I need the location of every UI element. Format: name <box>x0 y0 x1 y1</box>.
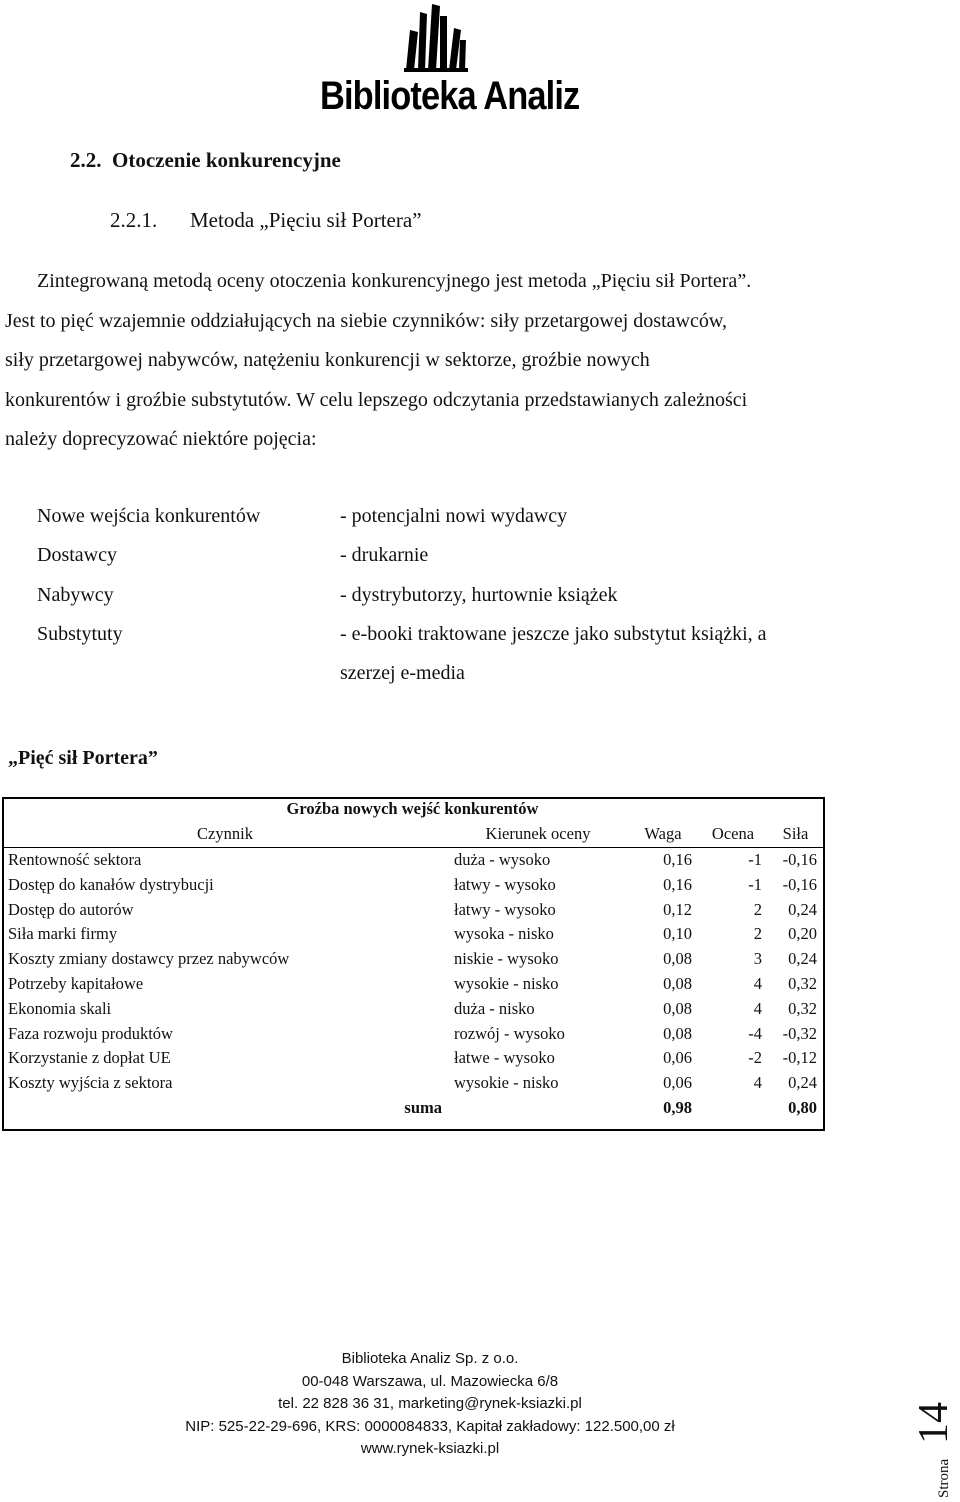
strength-cell: -0,16 <box>782 849 817 869</box>
direction-cell: łatwe - wysoko <box>454 1048 555 1068</box>
factor-cell: Rentowność sektora <box>8 849 142 869</box>
weight-cell: 0,10 <box>663 924 692 944</box>
rating-cell: -2 <box>748 1048 762 1068</box>
table-sum-row <box>2 1096 823 1121</box>
direction-cell: duża - nisko <box>454 998 535 1018</box>
weight-cell: 0,06 <box>663 1073 692 1093</box>
direction-cell: niskie - wysoko <box>454 949 559 969</box>
definition-term: Dostawcy <box>37 544 117 567</box>
column-header: Siła <box>768 822 823 847</box>
column-header: Kierunek oceny <box>448 822 628 847</box>
table-row <box>2 872 823 897</box>
table-row <box>2 972 823 997</box>
factor-cell: Potrzeby kapitałowe <box>8 973 144 993</box>
table-title-row <box>2 797 823 822</box>
strength-cell: -0,16 <box>782 874 817 894</box>
strength-cell: 0,24 <box>788 949 817 969</box>
paragraph-line: Jest to pięć wzajemnie oddziałujących na siebie czynników: siły przetargowej dostawców, <box>5 309 727 332</box>
direction-cell: rozwój - wysoko <box>454 1023 565 1043</box>
sum-strength: 0,80 <box>788 1097 817 1117</box>
definition-desc: - drukarnie <box>340 544 429 567</box>
definition-desc-continued: szerzej e-media <box>340 662 465 685</box>
subsection-number: 2.2.1. <box>110 208 158 232</box>
rating-cell: 3 <box>753 949 762 969</box>
weight-cell: 0,06 <box>663 1048 692 1068</box>
intro-paragraph <box>5 262 955 460</box>
page-marker <box>910 1390 960 1500</box>
direction-cell: łatwy - wysoko <box>454 899 556 919</box>
section-title: Otoczenie konkurencyjne <box>112 148 341 172</box>
footer-line: www.rynek-ksiazki.pl <box>360 1440 500 1457</box>
strength-cell: 0,32 <box>788 998 817 1018</box>
page-label: Strona <box>936 1458 952 1498</box>
table-row <box>2 1071 823 1096</box>
paragraph-line: należy doprecyzować niektóre pojęcia: <box>5 428 317 450</box>
table-cell <box>448 1096 628 1121</box>
rating-cell: 4 <box>753 1073 762 1093</box>
table-row <box>2 996 823 1021</box>
factor-cell: Korzystanie z dopłat UE <box>8 1048 171 1068</box>
rating-cell: 2 <box>753 899 762 919</box>
rating-cell: 2 <box>753 924 762 944</box>
column-header: Czynnik <box>2 822 448 847</box>
factor-cell: Ekonomia skali <box>8 998 112 1018</box>
definition-desc: - dystrybutorzy, hurtownie książek <box>340 583 618 606</box>
subsection-title: Metoda „Pięciu sił Portera” <box>190 208 422 232</box>
subsection-heading <box>110 208 422 233</box>
direction-cell: wysoka - nisko <box>454 924 554 944</box>
strength-cell: 0,20 <box>788 924 817 944</box>
footer-line: tel. 22 828 36 31, marketing@rynek-ksiazki.pl <box>278 1395 582 1412</box>
definition-desc: - potencjalni nowi wydawcy <box>340 505 568 527</box>
rating-cell: -1 <box>748 849 762 869</box>
direction-cell: wysokie - nisko <box>454 1073 559 1093</box>
company-footer <box>0 1348 860 1461</box>
footer-line: NIP: 525-22-29-696, KRS: 0000084833, Kapitał zakładowy: 122.500,00 zł <box>185 1417 675 1435</box>
factor-cell: Faza rozwoju produktów <box>8 1023 173 1043</box>
table-row <box>2 1021 823 1046</box>
porter-title: „Pięć sił Portera” <box>8 747 158 769</box>
definition-term: Nowe wejścia konkurentów <box>37 505 261 527</box>
logo-text: Biblioteka Analiz <box>320 74 580 118</box>
direction-cell: wysokie - nisko <box>454 973 559 993</box>
table-row <box>2 947 823 972</box>
strength-cell: -0,12 <box>782 1048 817 1068</box>
weight-cell: 0,08 <box>663 949 692 969</box>
section-heading <box>70 148 341 173</box>
direction-cell: duża - wysoko <box>454 849 551 869</box>
brand-logo <box>318 2 580 124</box>
weight-cell: 0,16 <box>663 874 692 894</box>
factor-cell: Koszty wyjścia z sektora <box>8 1073 173 1093</box>
sum-label: suma <box>404 1097 442 1117</box>
table-cell <box>698 1096 768 1121</box>
rating-cell: -1 <box>748 874 762 894</box>
footer-line: 00-048 Warszawa, ul. Mazowiecka 6/8 <box>301 1372 559 1390</box>
rating-cell: -4 <box>748 1023 762 1043</box>
strength-cell: -0,32 <box>782 1023 817 1043</box>
section-number: 2.2. <box>70 148 102 172</box>
column-header: Waga <box>628 822 698 847</box>
rating-cell: 4 <box>753 973 762 993</box>
footer-line: Biblioteka Analiz Sp. z o.o. <box>341 1350 519 1367</box>
paragraph-line: siły przetargowej nabywców, natężeniu konkurencji w sektorze, groźbie nowych <box>5 349 650 371</box>
table-row <box>2 1046 823 1071</box>
definition-term: Substytuty <box>37 622 123 645</box>
definition-desc: - e-booki traktowane jeszcze jako substytut książki, a <box>340 622 767 645</box>
table-row <box>2 897 823 922</box>
factor-cell: Koszty zmiany dostawcy przez nabywców <box>8 949 290 969</box>
strength-cell: 0,32 <box>788 973 817 993</box>
factor-cell: Dostęp do kanałów dystrybucji <box>8 874 214 894</box>
table-title: Groźba nowych wejść konkurentów <box>286 799 539 819</box>
threat-table <box>2 797 823 1120</box>
table-row <box>2 847 823 872</box>
weight-cell: 0,12 <box>663 899 692 919</box>
strength-cell: 0,24 <box>788 1073 817 1093</box>
rating-cell: 4 <box>753 998 762 1018</box>
weight-cell: 0,16 <box>663 849 692 869</box>
paragraph-line: Zintegrowaną metodą oceny otoczenia konkurencyjnego jest metoda „Pięciu sił Portera”. <box>37 270 752 292</box>
strength-cell: 0,24 <box>788 899 817 919</box>
table-header-row <box>2 822 823 847</box>
page-number: 14 <box>911 1402 957 1444</box>
column-header: Ocena <box>698 822 768 847</box>
weight-cell: 0,08 <box>663 973 692 993</box>
sum-weight: 0,98 <box>663 1097 692 1117</box>
weight-cell: 0,08 <box>663 1023 692 1043</box>
factor-cell: Dostęp do autorów <box>8 899 134 919</box>
table-row <box>2 922 823 947</box>
definition-term: Nabywcy <box>37 583 114 606</box>
factor-cell: Siła marki firmy <box>8 924 118 944</box>
paragraph-line: konkurentów i groźbie substytutów. W celu lepszego odczytania przedstawianych zależności <box>5 388 748 411</box>
weight-cell: 0,08 <box>663 998 692 1018</box>
direction-cell: łatwy - wysoko <box>454 874 556 894</box>
